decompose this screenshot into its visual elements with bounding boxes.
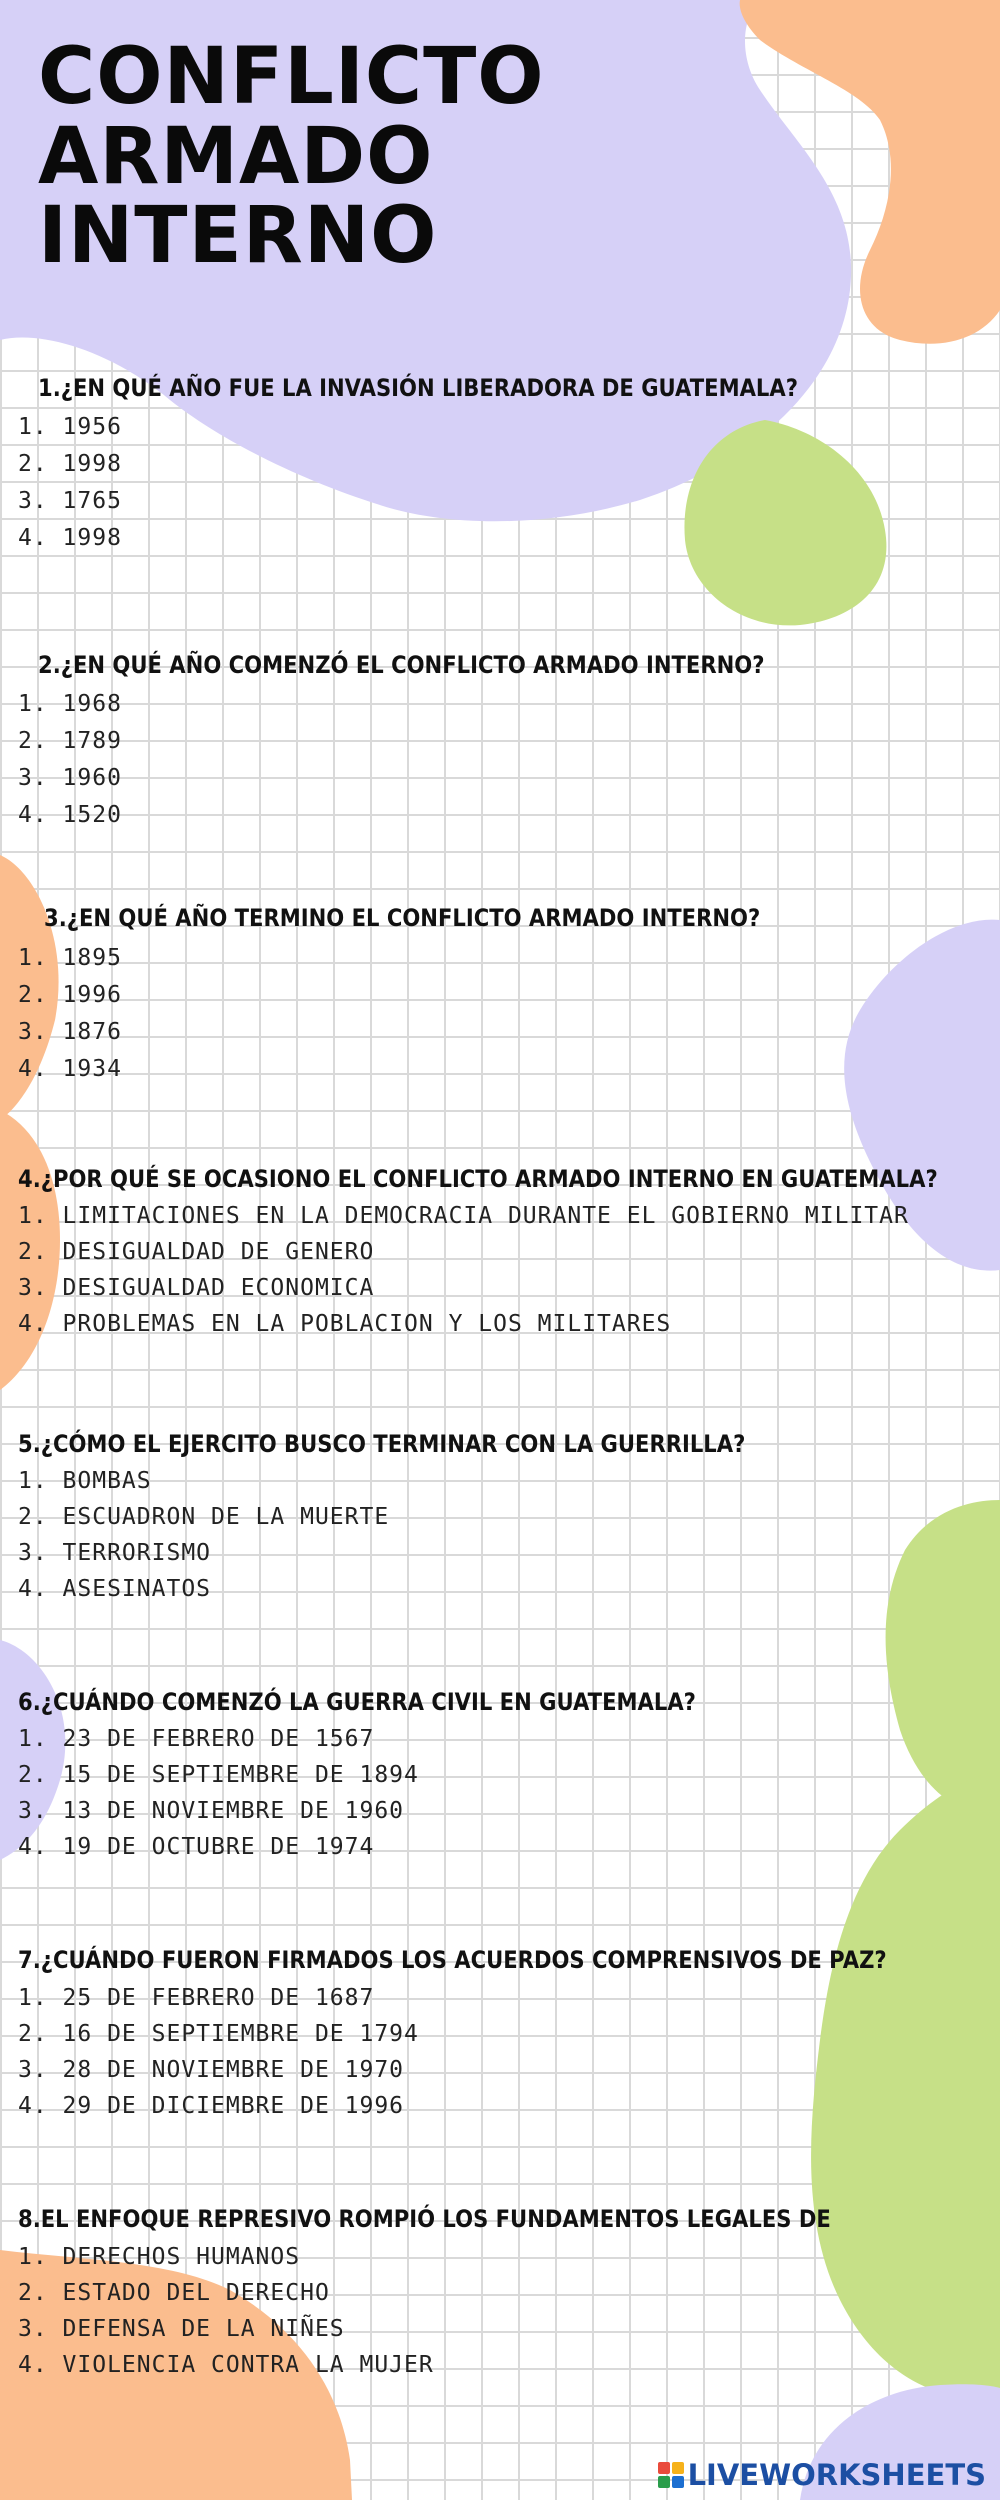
- option[interactable]: 2. ESTADO DEL DERECHO: [18, 2280, 330, 2306]
- option[interactable]: 1. 1895: [18, 945, 122, 971]
- option[interactable]: 4. PROBLEMAS EN LA POBLACION Y LOS MILITARES: [18, 1311, 672, 1337]
- option[interactable]: 3. 1765: [18, 488, 122, 514]
- question-5-options: [18, 1463, 389, 1607]
- option[interactable]: 4. 1520: [18, 802, 122, 828]
- option[interactable]: 4. 1934: [18, 1056, 122, 1082]
- green-blob-right-1: [886, 1500, 1000, 1812]
- option[interactable]: 1. 1956: [18, 414, 122, 440]
- question-5: 5.¿CÓMO EL EJERCITO BUSCO TERMINAR CON LA GUERRILLA?: [18, 1430, 746, 1458]
- question-2-options: [18, 686, 122, 834]
- question-4-options: [18, 1198, 909, 1342]
- option[interactable]: 2. DESIGUALDAD DE GENERO: [18, 1239, 375, 1265]
- option[interactable]: 1. LIMITACIONES EN LA DEMOCRACIA DURANTE EL GOBIERNO MILITAR: [18, 1203, 909, 1229]
- option[interactable]: 4. 1998: [18, 525, 122, 551]
- option[interactable]: 2. 16 DE SEPTIEMBRE DE 1794: [18, 2021, 419, 2047]
- page-title: [38, 32, 545, 282]
- question-2: 2.¿EN QUÉ AÑO COMENZÓ EL CONFLICTO ARMADO INTERNO?: [38, 651, 765, 679]
- option[interactable]: 1. DERECHOS HUMANOS: [18, 2244, 301, 2270]
- question-3-options: [18, 940, 122, 1088]
- option[interactable]: 2. 1996: [18, 982, 122, 1008]
- option[interactable]: 1. BOMBAS: [18, 1468, 152, 1494]
- title-line-2: ARMADO: [38, 111, 434, 202]
- green-blob-right-2: [811, 1770, 1000, 2396]
- question-1-options: [18, 409, 122, 557]
- question-7: 7.¿CUÁNDO FUERON FIRMADOS LOS ACUERDOS COMPRENSIVOS DE PAZ?: [18, 1946, 887, 1974]
- option[interactable]: 3. TERRORISMO: [18, 1540, 212, 1566]
- option[interactable]: 4. 19 DE OCTUBRE DE 1974: [18, 1834, 375, 1860]
- question-3: 3.¿EN QUÉ AÑO TERMINO EL CONFLICTO ARMADO INTERNO?: [44, 904, 761, 932]
- option[interactable]: 4. 29 DE DICIEMBRE DE 1996: [18, 2093, 405, 2119]
- option[interactable]: 3. 13 DE NOVIEMBRE DE 1960: [18, 1798, 405, 1824]
- option[interactable]: 3. 1960: [18, 765, 122, 791]
- question-8: 8.EL ENFOQUE REPRESIVO ROMPIÓ LOS FUNDAMENTOS LEGALES DE: [18, 2205, 831, 2233]
- question-1: 1.¿EN QUÉ AÑO FUE LA INVASIÓN LIBERADORA DE GUATEMALA?: [38, 374, 798, 402]
- option[interactable]: 3. 1876: [18, 1019, 122, 1045]
- question-6-options: [18, 1721, 419, 1865]
- brand-text: LIVEWORKSHEETS: [687, 2458, 986, 2492]
- option[interactable]: 1. 23 DE FEBRERO DE 1567: [18, 1726, 375, 1752]
- option[interactable]: 3. DESIGUALDAD ECONOMICA: [18, 1275, 375, 1301]
- question-8-options: [18, 2239, 434, 2383]
- question-4: 4.¿POR QUÉ SE OCASIONO EL CONFLICTO ARMADO INTERNO EN GUATEMALA?: [18, 1165, 938, 1193]
- option[interactable]: 2. 1789: [18, 728, 122, 754]
- question-7-options: [18, 1980, 419, 2124]
- liveworksheets-logo-icon: [658, 2462, 684, 2488]
- liveworksheets-brand[interactable]: [658, 2458, 986, 2492]
- option[interactable]: 4. ASESINATOS: [18, 1576, 212, 1602]
- green-blob-top: [684, 420, 886, 625]
- title-line-3: INTERNO: [38, 191, 438, 282]
- option[interactable]: 3. DEFENSA DE LA NIÑES: [18, 2316, 345, 2342]
- question-6: 6.¿CUÁNDO COMENZÓ LA GUERRA CIVIL EN GUATEMALA?: [18, 1688, 696, 1716]
- option[interactable]: 3. 28 DE NOVIEMBRE DE 1970: [18, 2057, 405, 2083]
- option[interactable]: 1. 25 DE FEBRERO DE 1687: [18, 1985, 375, 2011]
- option[interactable]: 2. 15 DE SEPTIEMBRE DE 1894: [18, 1762, 419, 1788]
- option[interactable]: 4. VIOLENCIA CONTRA LA MUJER: [18, 2352, 434, 2378]
- option[interactable]: 2. ESCUADRON DE LA MUERTE: [18, 1504, 390, 1530]
- option[interactable]: 2. 1998: [18, 451, 122, 477]
- option[interactable]: 1. 1968: [18, 691, 122, 717]
- title-line-1: CONFLICTO: [38, 32, 545, 122]
